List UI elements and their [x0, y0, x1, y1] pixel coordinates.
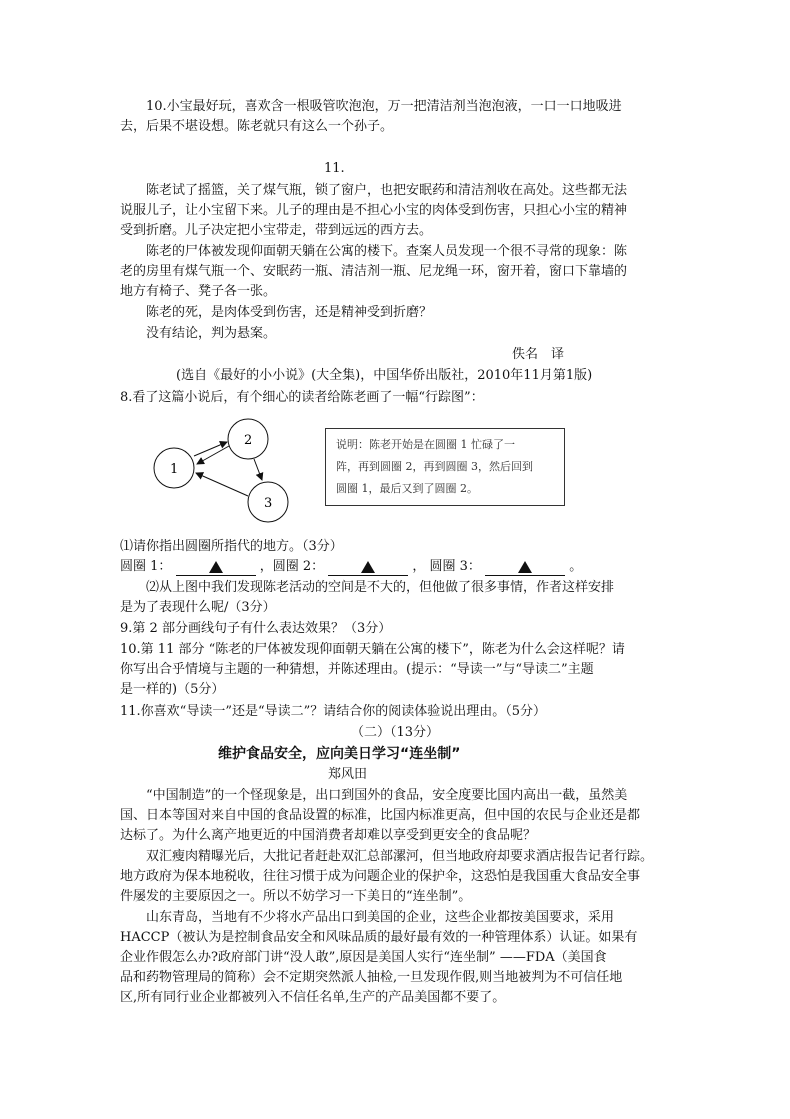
track-diagram [150, 412, 310, 524]
article-p3-line5: 区,所有同行业企业都被列入不信任名单,生产的产品美国都不要了。 [120, 990, 506, 1005]
note-line1: 说明：陈老开始是在圆圈 1 忙碌了一 [336, 438, 515, 451]
article-p2-line1: 双汇瘦肉精曝光后，大批记者赶赴双汇总部漯河，但当地政府却要求酒店报告记者行踪。 [146, 849, 654, 864]
article-p1-line2: 国、日本等国对来自中国的食品设置的标准，比国内标准更高，但中国的农民与企业还是都 [120, 808, 641, 823]
q8-text: 8.看了这篇小说后，有个细心的读者给陈老画了一幅“行踪图”： [120, 390, 484, 405]
article-p2-line2: 地方政府为保本地税收，往往习惯于成为问题企业的保护伞，这恐怕是我国重大食品安全事 [120, 869, 641, 884]
q9-text: 9.第 2 部分画线句子有什么表达效果？（3分） [120, 621, 392, 636]
section2-heading: （二）（13分） [350, 725, 440, 740]
part11-number: 11. [324, 161, 345, 176]
note-line3: 圆圈 1，最后又到了圆圈 2。 [336, 482, 478, 495]
article-p3-line1: 山东青岛，当地有不少将水产品出口到美国的企业，这些企业都按美国要求，采用 [146, 910, 615, 925]
arrow-3-to-1 [196, 473, 248, 496]
part11-p4: 没有结论，判为悬案。 [146, 326, 277, 341]
q10-line1: 10.第 11 部分 “陈老的尸体被发现仰面朝天躺在公寓的楼下”，陈老为什么会这样呢？请 [120, 642, 625, 657]
article-p2-line3: 件屡发的主要原因之一。所以不妨学习一下美日的“连坐制”。 [120, 889, 472, 904]
article-author: 郑风田 [328, 767, 368, 782]
q8-answer-row [120, 558, 582, 576]
part11-p1-line3: 受到折磨。儿子决定把小宝带走，带到远远的西方去。 [120, 223, 433, 238]
circle-1-answer-blank[interactable] [176, 560, 256, 576]
part11-author: 佚名 译 [512, 347, 565, 362]
circle-1-label: 1 [170, 462, 179, 477]
circle-1-answer-label: 圆圈 1： [120, 559, 172, 574]
article-title: 维护食品安全，应向美日学习“连坐制” [218, 746, 461, 762]
q8-sub2-line1: ⑵从上图中我们发现陈老活动的空间是不大的，但他做了很多事情，作者这样安排 [146, 580, 615, 595]
triangle-icon [518, 561, 532, 573]
triangle-icon [209, 561, 223, 573]
circle-3-label: 3 [264, 496, 273, 511]
answer-row-end: 。 [569, 559, 583, 574]
circle-2-answer-blank[interactable] [328, 560, 408, 576]
circle-3-answer-label: ， 圆圈 3： [412, 559, 481, 574]
part10-line1: 10.小宝最好玩，喜欢含一根吸管吹泡泡，万一把清洁剂当泡泡液，一口一口地吸进 [146, 99, 622, 114]
arrow-2-to-1 [197, 446, 229, 464]
q11-text: 11.你喜欢“导读一”还是“导读二”？请结合你的阅读体验说出理由。（5分） [120, 704, 547, 719]
triangle-icon [361, 561, 375, 573]
part11-p1-line1: 陈老试了摇篮，关了煤气瓶，锁了窗户，也把安眠药和清洁剂收在高处。这些都无法 [146, 183, 628, 198]
q8-sub2-line2: 是为了表现什么呢/（3分） [120, 600, 276, 615]
article-p1-line1: “中国制造”的一个怪现象是，出口到国外的食品，安全度要比国内高出一截，虽然美 [146, 788, 628, 803]
article-p3-line2: HACCP（被认为是控制食品安全和风味品质的最好最有效的一种管理体系）认证。如果有 [120, 930, 638, 945]
diagram-note-box [325, 428, 565, 506]
part11-p1-line2: 说服儿子，让小宝留下来。儿子的理由是不担心小宝的肉体受到伤害，只担心小宝的精神 [120, 203, 628, 218]
part11-p2-line1: 陈老的尸体被发现仰面朝天躺在公寓的楼下。查案人员发现一个很不寻常的现象：陈 [146, 244, 628, 259]
arrow-1-to-2 [194, 442, 227, 456]
circle-3-answer-blank[interactable] [485, 560, 565, 576]
circle-2-label: 2 [244, 433, 253, 448]
article-p3-line3: 企业作假怎么办?政府部门讲“没人敢”,原因是美国人实行“连坐制” ——FDA（美国食 [120, 950, 607, 965]
part11-source: (选自《最好的小小说》(大全集)，中国华侨出版社，2010年11月第1版) [176, 368, 593, 383]
article-p3-line4: 品和药物管理局的简称）会不定期突然派人抽检,一旦发现作假,则当地被判为不可信任地 [120, 970, 623, 985]
part11-p2-line2: 老的房里有煤气瓶一个、安眠药一瓶、清洁剂一瓶、尼龙绳一环，窗开着，窗口下靠墙的 [120, 264, 628, 279]
arrow-2-to-3 [254, 459, 262, 480]
part11-p2-line3: 地方有椅子、凳子各一张。 [120, 284, 277, 299]
note-line2: 阵，再到圆圈 2，再到圆圈 3，然后回到 [336, 460, 533, 473]
circle-2-answer-label: ，圆圈 2： [259, 559, 325, 574]
article-p1-line3: 达标了。为什么离产地更近的中国消费者却难以享受到更安全的食品呢？ [120, 828, 537, 843]
q8-sub1: ⑴请你指出圆圈所指代的地方。（3分） [120, 539, 343, 554]
part11-p3: 陈老的死，是肉体受到伤害，还是精神受到折磨？ [146, 305, 433, 320]
q10-line3: 是一样的)（5分） [120, 682, 225, 697]
part10-line2: 去，后果不堪设想。陈老就只有这么一个孙子。 [120, 119, 394, 134]
q10-line2: 你写出合乎情境与主题的一种猜想，并陈述理由。(提示：“导读一”与“导读二”主题 [120, 662, 594, 677]
